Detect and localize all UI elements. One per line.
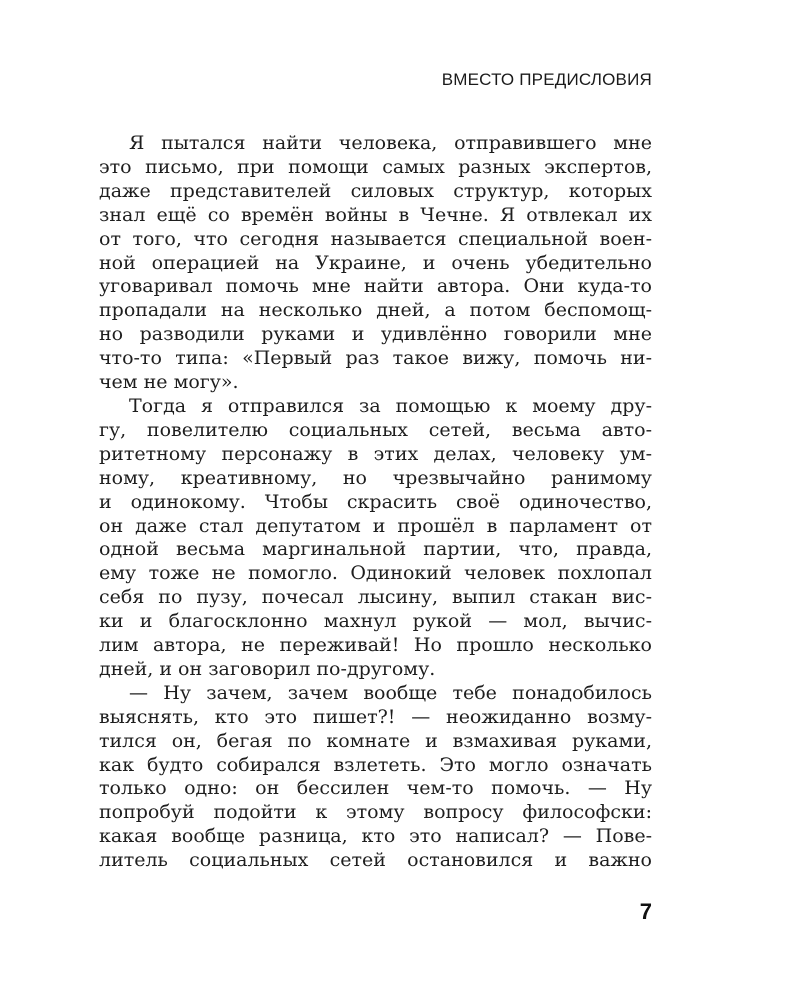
text-line: пропадали на несколько дней, а потом беспомощ- (99, 299, 652, 322)
text-line: Тогда я отправился за помощью к моему дру- (129, 394, 652, 417)
text-line: какая вообще разница, кто это написал? — Пове- (99, 825, 652, 848)
text-line: от того, что сегодня называется специальной воен- (99, 227, 652, 250)
page-number: 7 (639, 899, 652, 924)
text-line: выяснять, кто это пишет?! — неожиданно возму- (99, 705, 652, 728)
text-line: только одно: он бессилен чем-то помочь. — Ну (99, 777, 652, 800)
body-text (99, 132, 652, 873)
text-line: ритетному персонажу в этих делах, человеку ум- (99, 442, 652, 465)
text-line: лим автора, не переживай! Но прошло несколько (99, 634, 652, 657)
text-line: одной весьма маргинальной партии, что, правда, (99, 538, 652, 561)
text-line: попробуй подойти к этому вопросу философски: (99, 801, 652, 824)
text-line: дней, и он заговорил по-другому. (99, 657, 436, 680)
text-line: гу, повелителю социальных сетей, весьма авто- (99, 418, 652, 441)
text-line: себя по пузу, почесал лысину, выпил стакан вис- (99, 586, 652, 609)
text-line: Я пытался найти человека, отправившего мне (129, 132, 652, 154)
text-line: ки и благосклонно махнул рукой — мол, вычис- (99, 610, 652, 633)
text-line: чем не могу». (99, 371, 239, 394)
text-line: — Ну зачем, зачем вообще тебе понадобилось (129, 681, 652, 704)
text-line: ному, креативному, но чрезвычайно ранимому (99, 466, 652, 489)
running-head-title: ВМЕСТО ПРЕДИСЛОВИЯ (441, 70, 652, 89)
text-line: что-то типа: «Первый раз такое вижу, помочь ни- (99, 347, 652, 370)
text-line: он даже стал депутатом и прошёл в парламент от (99, 514, 652, 537)
text-line: знал ещё со времён войны в Чечне. Я отвлекал их (99, 203, 652, 226)
text-line: тился он, бегая по комнате и взмахивая руками, (99, 729, 652, 752)
text-line: это письмо, при помощи самых разных экспертов, (99, 155, 652, 178)
text-line: ной операцией на Украине, и очень убедительно (99, 251, 652, 274)
text-line: литель социальных сетей остановился и важно (99, 849, 652, 872)
text-line: уговаривал помочь мне найти автора. Они куда-то (99, 275, 652, 298)
text-line: но разводили руками и удивлённо говорили мне (99, 323, 652, 346)
text-line: как будто собирался взлететь. Это могло означать (99, 753, 652, 776)
text-line: ему тоже не помогло. Одинокий человек похлопал (99, 562, 652, 585)
text-line: и одинокому. Чтобы скрасить своё одиночество, (99, 490, 652, 513)
text-line: даже представителей силовых структур, которых (99, 179, 652, 202)
